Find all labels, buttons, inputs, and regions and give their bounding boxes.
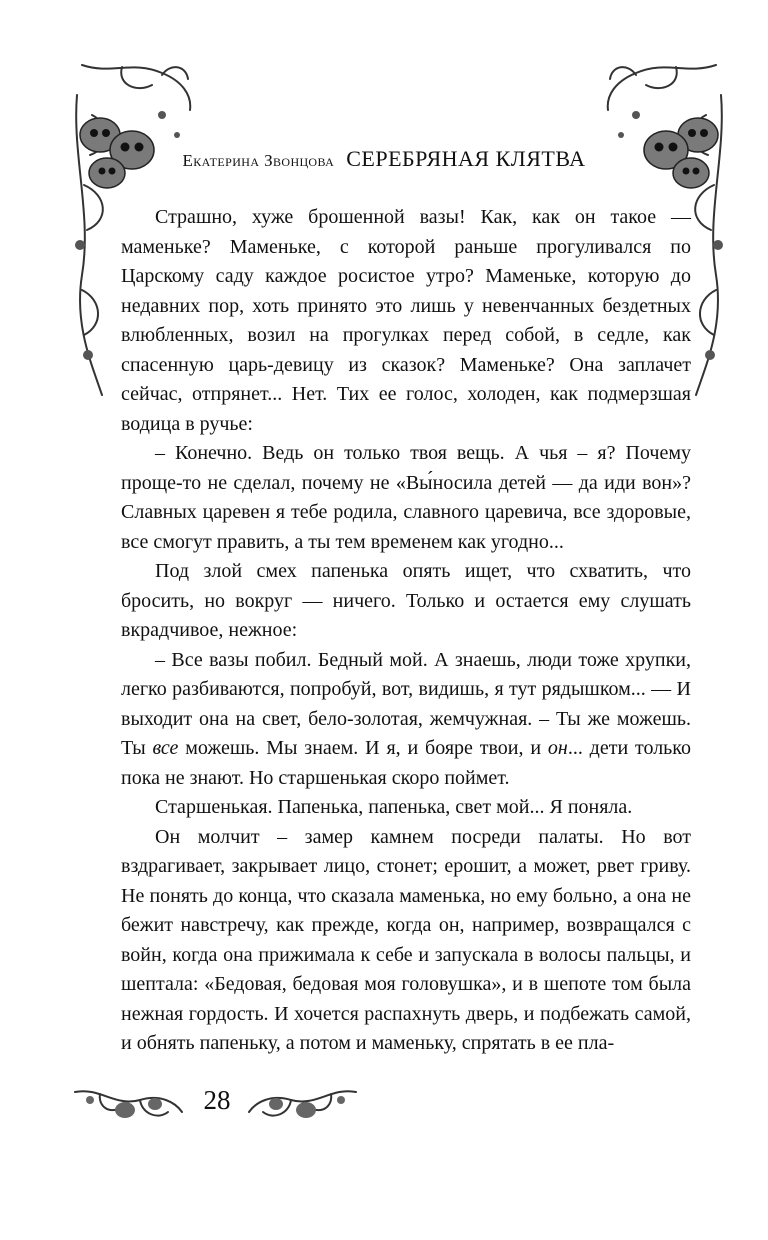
paragraph: Страшно, хуже брошенной вазы! Как, как он такое — маменьке? Маменьке, с которой раньше прогуливался по Царскому саду каждое росистое утро? Маменьке, которую до недавних пор, хоть принято это лишь у невенчанных бездетных влюбленных, возил на прогулках перед собой, в седле, как спасенную царь-девицу из сказок? Маменьке? Она заплачет сейчас, отпрянет... Нет. Тих ее голос, холоден, как подмерзшая водица в ручье: xyxy=(121,206,691,435)
running-head-author: Екатерина Звонцова xyxy=(182,151,335,170)
emphasis: все xyxy=(152,737,179,759)
running-head xyxy=(0,146,768,172)
paragraph: – Конечно. Ведь он только твоя вещь. А чья – я? Почему проще-то не сделал, почему не «Вы́носила детей — да иди вон»? Славных царевен я тебе родила, славного царевича, все здоровые, все смогут править, а ты тем временем как угодно... xyxy=(121,442,691,553)
text-run: ... дети только пока не знают. Но старшенькая скоро поймет. xyxy=(121,737,692,789)
paragraph-with-emphasis xyxy=(121,646,691,794)
text-run: можешь. Мы знаем. И я, и бояре твои, и xyxy=(178,737,548,759)
page-body-text xyxy=(121,203,691,1059)
running-head-book-title: СЕРЕБРЯНАЯ КЛЯТВА xyxy=(346,146,586,171)
footer-ornament-right xyxy=(243,1082,361,1128)
emphasis: он xyxy=(547,737,568,759)
paragraph: Под злой смех папенька опять ищет, что схватить, что бросить, но вокруг — ничего. Только и остается ему слушать вкрадчивое, нежное: xyxy=(121,560,691,641)
paragraph: Он молчит – замер камнем посреди палаты. Но вот вздрагивает, закрывает лицо, стонет; ерошит, а может, рвет гриву. Не понять до конца, что сказала маменька, но ему больно, а она не бежит навстречу, как прежде, когда он, например, возвращался с войн, когда она прижимала к себе и запускала в волосы пальцы, и шептала: «Бедовая, бедовая моя головушка», и в шепоте том была нежная гордость. И хочется распахнуть дверь, и подбежать самой, и обнять папеньку, а потом и маменьку, спрятать в ее пла- xyxy=(121,825,691,1054)
paragraph: Старшенькая. Папенька, папенька, свет мой... Я поняла. xyxy=(155,796,633,818)
footer-ornament-left xyxy=(70,1082,188,1128)
page-number: 28 xyxy=(203,1085,231,1115)
text-run: – Все вазы побил. Бедный мой. А знаешь, люди тоже хрупки, легко разбиваются, попробуй, вот, видишь, я тут рядышком... — И выходит она на свет, бело-золотая, жемчужная. – Ты же можешь. Ты xyxy=(121,648,691,759)
